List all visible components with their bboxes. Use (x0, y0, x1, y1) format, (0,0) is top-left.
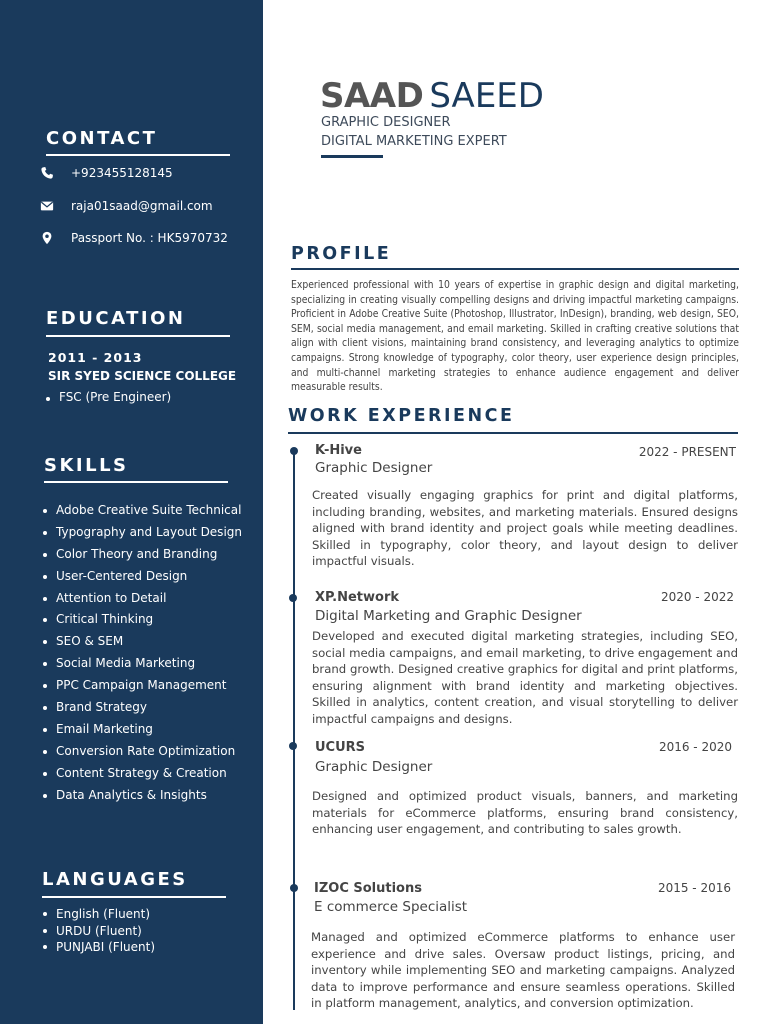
full-name (320, 76, 544, 116)
languages-heading: LANGUAGES (42, 869, 188, 890)
first-name: SAAD (320, 76, 424, 116)
skills-heading: SKILLS (44, 455, 129, 476)
timeline-dot (290, 884, 298, 892)
skill-item: Attention to Detail (42, 588, 242, 610)
timeline-dot (289, 742, 297, 750)
job-dates: 2020 - 2022 (660, 590, 734, 604)
job-role: Graphic Designer (315, 759, 433, 775)
envelope-icon (40, 199, 54, 213)
job-company: IZOC Solutions (314, 881, 422, 896)
job-description: Managed and optimized eCommerce platforms to enhance user experience and drive sales. Oversaw product listings, pricing, and inventory while implementing SEO and marketing campaigns. Analyzed data to improve performance and ensure seamless operations. Skilled in platform management, analytics, and conversion optimization. (311, 930, 735, 1010)
languages-divider (42, 896, 226, 898)
skill-item: User-Centered Design (42, 566, 242, 588)
skill-item: Brand Strategy (42, 697, 242, 719)
skill-item: Adobe Creative Suite Technical (42, 500, 242, 522)
skill-item: Email Marketing (42, 719, 242, 741)
education-divider (46, 335, 230, 337)
skill-item: PPC Campaign Management (42, 675, 242, 697)
education-degree: FSC (Pre Engineer) (45, 390, 171, 404)
skill-item: Data Analytics & Insights (42, 785, 242, 807)
phone-number: +923455128145 (71, 166, 173, 180)
job-dates: 2022 - PRESENT (638, 445, 736, 459)
job-title: DIGITAL MARKETING EXPERT (321, 134, 507, 149)
skill-item: Critical Thinking (42, 609, 242, 631)
languages-list (42, 906, 155, 956)
contact-divider (46, 154, 230, 156)
email-address: raja01saad@gmail.com (71, 199, 213, 213)
skill-item: Content Strategy & Creation (42, 763, 242, 785)
job-company: XP.Network (315, 590, 400, 605)
passport-number: Passport No. : HK5970732 (71, 231, 228, 245)
job-role: E commerce Specialist (314, 899, 468, 915)
language-item: PUNJABI (Fluent) (42, 939, 155, 956)
job-role: Graphic Designer (315, 460, 433, 476)
job-description: Developed and executed digital marketing strategies, including SEO, social media campaigns, and email marketing, to drive engagement and brand growth. Designed creative graphics for digital and print platforms, ensuring alignment with brand identity and marketing objectives. Skilled in analytics, content creation, and visual storytelling to deliver impactful campaigns and designs. (312, 629, 738, 726)
phone-icon (40, 166, 54, 180)
location-pin-icon (40, 231, 54, 245)
job-company: K-Hive (315, 443, 362, 458)
timeline-line (293, 448, 295, 1010)
language-item: English (Fluent) (42, 906, 155, 923)
education-school: SIR SYED SCIENCE COLLEGE (48, 369, 237, 383)
education-degree-list (45, 390, 171, 404)
contact-passport (40, 231, 228, 245)
work-experience-heading: WORK EXPERIENCE (288, 406, 515, 426)
job-description: Designed and optimized product visuals, banners, and marketing materials for eCommerce platforms, ensuring brand consistency, enhancing user engagement, and contributing to sales growth. (312, 789, 738, 836)
name-underline (321, 155, 383, 158)
contact-phone[interactable] (40, 166, 173, 180)
sidebar (0, 0, 263, 1024)
skills-list (42, 500, 242, 806)
skill-item: Color Theory and Branding (42, 544, 242, 566)
job-company: UCURS (315, 740, 366, 755)
skill-item: Conversion Rate Optimization (42, 741, 242, 763)
job-dates: 2015 - 2016 (657, 881, 731, 895)
job-role: Digital Marketing and Graphic Designer (315, 608, 582, 624)
timeline-dot (290, 447, 298, 455)
profile-summary: Experienced professional with 10 years of expertise in graphic design and digital marketing, specializing in creating visually compelling designs and driving impactful marketing campaigns. Proficient in Adobe Creative Suite (Photoshop, Illustrator, InDesign), branding, web design, SEO, SEM, social media management, and email marketing. Skilled in crafting creative solutions that align with client visions, maintaining brand consistency, and leveraging analytics to optimize campaigns. Strong knowledge of typography, color theory, user experience design principles, and multi-channel marketing strategies to enhance audience engagement and deliver measurable results. (291, 279, 739, 394)
profile-heading: PROFILE (291, 244, 392, 264)
job-description: Created visually engaging graphics for print and digital platforms, including branding, websites, and marketing materials. Ensured designs aligned with brand identity and project goals while meeting deadlines. Skilled in typography, color theory, and layout design to deliver impactful visuals. (312, 488, 738, 568)
profile-divider (291, 268, 739, 270)
contact-email[interactable] (40, 199, 213, 213)
language-item: URDU (Fluent) (42, 923, 155, 940)
contact-heading: CONTACT (46, 128, 158, 149)
last-name: SAEED (429, 76, 544, 116)
skills-divider (44, 481, 228, 483)
skill-item: Social Media Marketing (42, 653, 242, 675)
education-heading: EDUCATION (46, 308, 186, 329)
timeline-dot (289, 594, 297, 602)
skill-item: SEO & SEM (42, 631, 242, 653)
skill-item: Typography and Layout Design (42, 522, 242, 544)
work-experience-divider (288, 432, 738, 434)
job-dates: 2016 - 2020 (658, 740, 732, 754)
education-years: 2011 - 2013 (48, 350, 143, 365)
job-title: GRAPHIC DESIGNER (321, 115, 451, 130)
